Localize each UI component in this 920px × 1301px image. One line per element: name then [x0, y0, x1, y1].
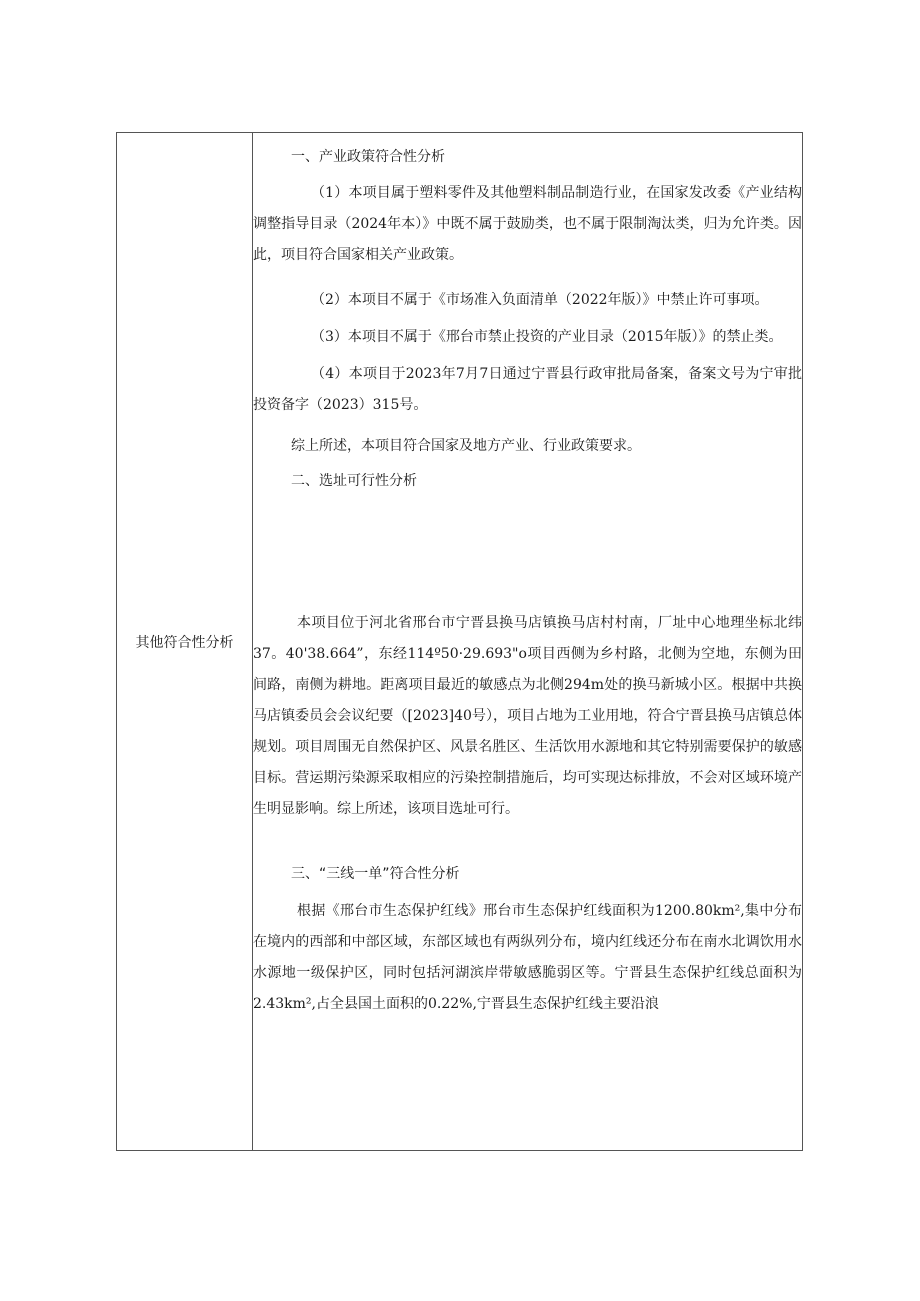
row-label: 其他符合性分析	[135, 634, 234, 651]
section3-body: 根据《邢台市生态保护红线》邢台市生态保护红线面积为1200.80km²,集中分布在境内的西部和中部区域，东部区域也有两纵列分布，境内红线还分布在南水北调饮用水水源地一级保护区，同时包括河湖滨岸带敏感脆弱区等。宁晋县生态保护红线总面积为2.43km²,占全县国土面积的0.22%,宁晋县生态保护红线主要沿浪	[253, 903, 802, 1012]
section1-item1: （1）本项目属于塑料零件及其他塑料制品制造行业，在国家发改委《产业结构调整指导目录（2024年本）》中既不属于鼓励类，也不属于限制淘汰类，归为允许类。因此，项目符合国家相关产业政策。	[253, 185, 802, 263]
section2-heading: 二、选址可行性分析	[291, 473, 417, 489]
section1-summary: 综上所述，本项目符合国家及地方产业、行业政策要求。	[291, 438, 641, 454]
section2-body: 本项目位于河北省邢台市宁晋县换马店镇换马店村村南，厂址中心地理坐标北纬37。40'38.664”，东经114º50·29.693"o项目西侧为乡村路，北侧为空地，东侧为田间路，南侧为耕地。距离项目最近的敏感点为北侧294m处的换马新城小区。根据中共换马店镇委员会会议纪要（[2023]40号），项目占地为工业用地，符合宁晋县换马店镇总体规划。项目周围无自然保护区、风景名胜区、生活饮用水源地和其它特别需要保护的敏感目标。营运期污染源采取相应的污染控制措施后，均可实现达标排放，不会对区域环境产生明显影响。综上所述，该项目选址可行。	[253, 615, 802, 817]
section1-item3: （3）本项目不属于《邢台市禁止投资的产业目录（2015年版）》的禁止类。	[311, 329, 783, 345]
section3-heading: 三、“三线一单”符合性分析	[291, 866, 460, 882]
row-label-cell	[117, 132, 252, 1151]
section1-heading: 一、产业政策符合性分析	[291, 149, 445, 165]
section1-item2: （2）本项目不属于《市场准入负面清单（2022年版）》中禁止许可事项。	[311, 292, 769, 308]
section1-item4: （4）本项目于2023年7月7日通过宁晋县行政审批局备案，备案文号为宁审批投资备字（2023）315号。	[253, 366, 802, 413]
